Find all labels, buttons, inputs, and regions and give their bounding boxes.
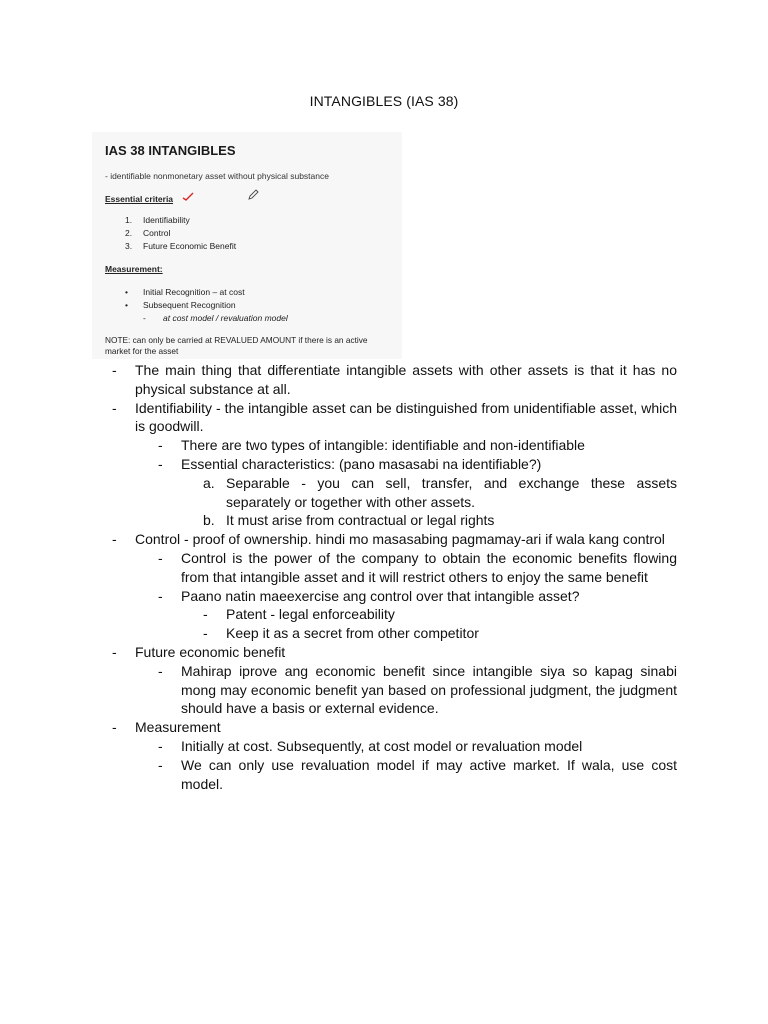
criteria-list: [125, 214, 236, 253]
slide-definition: - identifiable nonmonetary asset without physical substance: [105, 171, 329, 181]
red-tick-mark: [182, 192, 194, 202]
measurement-label: Measurement:: [105, 264, 163, 274]
list-item: - Keep it as a secret from other competitor: [203, 625, 479, 642]
notes-outline: [0, 361, 768, 793]
list-item: - Mahirap iprove ang economic benefit since intangible siya so kapag sinabi mong may economic benefit yan based on professional judgment, the judgment should have a basis or external evidence.: [158, 662, 677, 717]
list-item: - Patent - legal enforceability: [203, 606, 395, 623]
measurement-list: [125, 286, 288, 325]
slide-note: NOTE: can only be carried at REVALUED AMOUNT if there is an active market for the asset: [105, 335, 368, 356]
list-item: - Paano natin maeexercise ang control over that intangible asset?: [158, 587, 580, 604]
criteria-item: 2. Control: [125, 228, 171, 238]
criteria-item: 3. Future Economic Benefit: [125, 241, 237, 251]
list-item: a. Separable - you can sell, transfer, and exchange these assets separately or together with other assets.: [203, 474, 677, 510]
document-title: INTANGIBLES (IAS 38): [309, 93, 459, 109]
list-item: - Future economic benefit: [112, 643, 286, 660]
list-item: - There are two types of intangible: identifiable and non-identifiable: [158, 437, 585, 454]
measurement-item: • Initial Recognition – at cost: [125, 287, 245, 297]
criteria-item: 1. Identifiability: [125, 215, 190, 225]
list-item: - Identifiability - the intangible asset can be distinguished from unidentifiable asset, which is goodwill.: [112, 399, 677, 435]
list-item: - Control - proof of ownership. hindi mo masasabing pagmamay-ari if wala kang control: [112, 531, 665, 548]
slide-image: [92, 132, 402, 359]
list-item: - Measurement: [112, 719, 221, 736]
list-item: b. It must arise from contractual or legal rights: [203, 512, 495, 529]
measurement-subitem: - at cost model / revaluation model: [143, 313, 288, 323]
measurement-item: • Subsequent Recognition: [125, 300, 236, 310]
list-item: - Essential characteristics: (pano masasabi na identifiable?): [158, 455, 542, 472]
criteria-label: Essential criteria: [105, 194, 174, 204]
list-item: - The main thing that differentiate intangible assets with other assets is that it has no physical substance at all.: [112, 362, 677, 397]
list-item: - We can only use revaluation model if may active market. If wala, use cost model.: [158, 756, 677, 792]
slide-heading: IAS 38 INTANGIBLES: [105, 143, 236, 158]
pencil-icon: [247, 189, 259, 201]
list-item: - Control is the power of the company to obtain the economic benefits flowing from that intangible asset and it will restrict others to enjoy the same benefit: [158, 549, 677, 585]
list-item: - Initially at cost. Subsequently, at cost model or revaluation model: [158, 737, 583, 754]
